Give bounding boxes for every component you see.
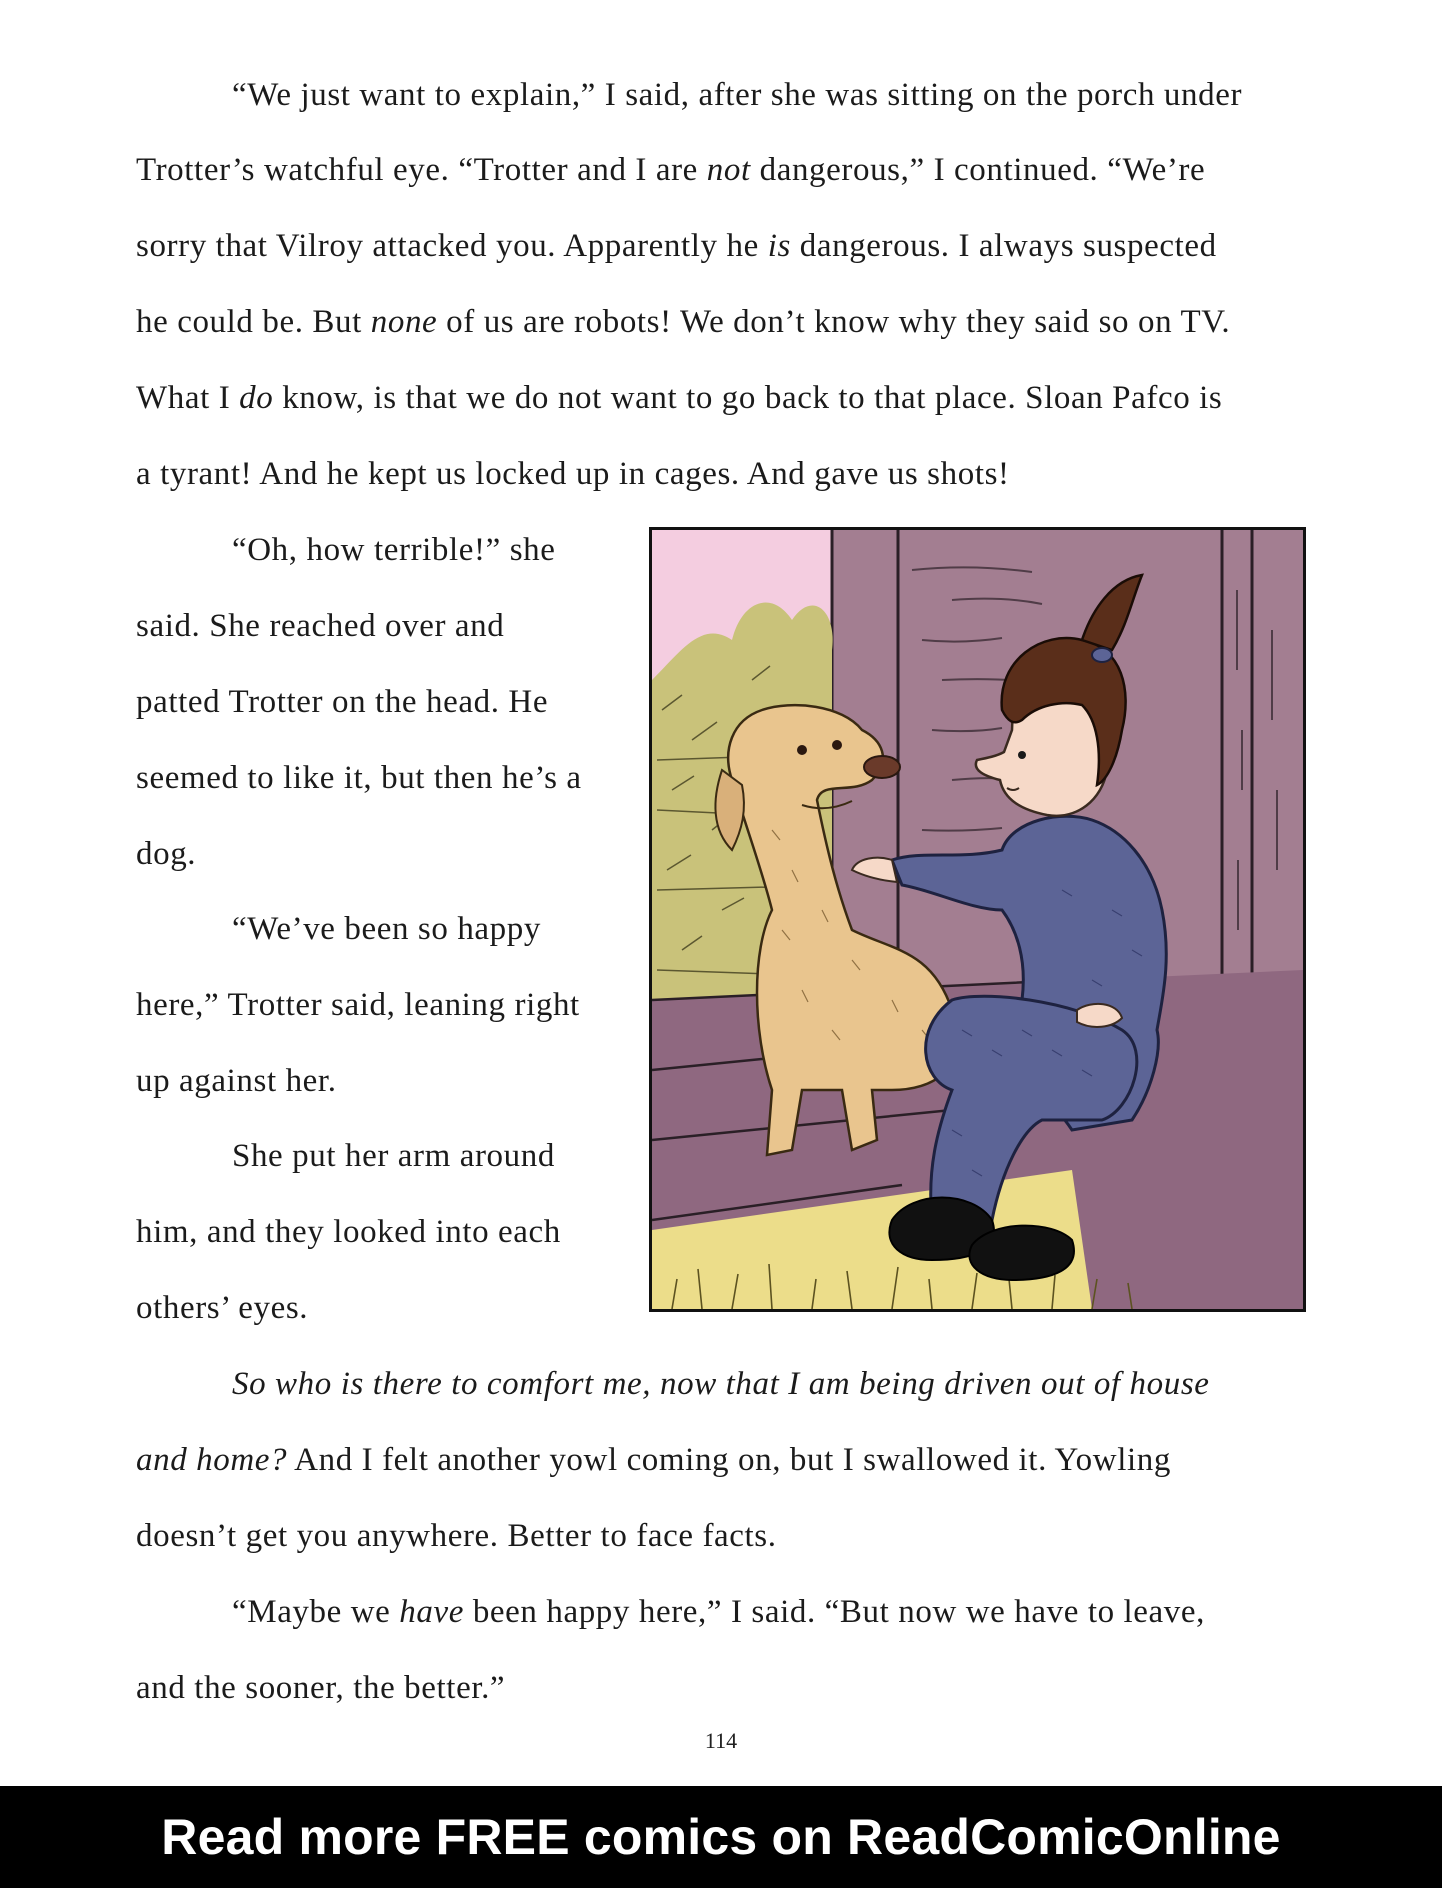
text-line [232,75,1242,115]
text-segment: been happy here,” I said. “But now we have to leave, [463,1594,1205,1630]
text-line [136,682,548,722]
text-segment: doesn’t get you anywhere. Better to face facts. [136,1518,777,1554]
text-segment: here,” Trotter said, leaning right [136,987,580,1023]
italic-text-segment: is [767,228,791,264]
text-segment: “Oh, how terrible!” she [232,532,556,568]
text-segment: “We just want to explain,” I said, after she was sitting on the porch under [232,77,1243,113]
italic-text-segment: do [239,380,274,416]
text-segment: dangerous,” I continued. “We’re [750,152,1206,188]
text-segment: She put her arm around [232,1138,555,1174]
text-line [232,1592,1205,1632]
text-segment: seemed to like it, but then he’s a [136,760,582,796]
text-segment: and the sooner, the better.” [136,1670,506,1706]
text-line [136,302,1230,342]
text-segment: others’ eyes. [136,1290,309,1326]
text-line [136,454,1010,494]
text-segment: of us are robots! We don’t know why they said so on TV. [437,304,1231,340]
text-segment: Trotter’s watchful eye. “Trotter and I are [136,152,707,188]
text-line [136,1061,337,1101]
text-line [232,1136,555,1176]
text-line [136,758,582,798]
text-line [136,1440,1171,1480]
text-segment: What I [136,380,240,416]
text-line [232,909,541,949]
text-segment: patted Trotter on the head. He [136,684,549,720]
text-segment: him, and they looked into each [136,1214,561,1250]
text-line [136,1516,777,1556]
italic-text-segment: have [399,1594,464,1630]
text-segment: up against her. [136,1063,337,1099]
italic-text-segment: not [706,152,751,188]
text-segment: know, is that we do not want to go back to that place. Sloan Pafco is [273,380,1223,416]
italic-text-segment: So who is there to comfort me, now that I am being driven out of house [232,1366,1210,1402]
text-segment: “Maybe we [232,1594,400,1630]
illustration-girl-petting-dog [649,527,1306,1312]
text-segment: dangerous. I always suspected [790,228,1217,264]
text-segment: a tyrant! And he kept us locked up in cages. And gave us shots! [136,456,1010,492]
text-segment: said. She reached over and [136,608,505,644]
italic-text-segment: none [370,304,438,340]
text-segment: sorry that Vilroy attacked you. Apparently he [136,228,768,264]
text-line [232,1364,1210,1404]
text-line [136,985,580,1025]
text-segment: dog. [136,836,197,872]
text-line [136,1288,308,1328]
italic-text-segment: and home? [136,1442,288,1478]
page-number: 114 [704,1728,738,1753]
text-segment: he could be. But [136,304,371,340]
text-segment: “We’ve been so happy [232,911,541,947]
text-line [136,378,1222,418]
promo-banner[interactable] [0,1786,1442,1888]
text-line [136,1668,505,1708]
text-line [136,150,1205,190]
text-line [136,226,1217,266]
promo-banner-text[interactable]: Read more FREE comics on ReadComicOnline [161,1809,1281,1865]
text-line [136,606,504,646]
text-line [136,834,196,874]
text-line [136,1212,561,1252]
text-line [232,530,556,570]
text-segment: And I felt another yowl coming on, but I swallowed it. Yowling [287,1442,1171,1478]
